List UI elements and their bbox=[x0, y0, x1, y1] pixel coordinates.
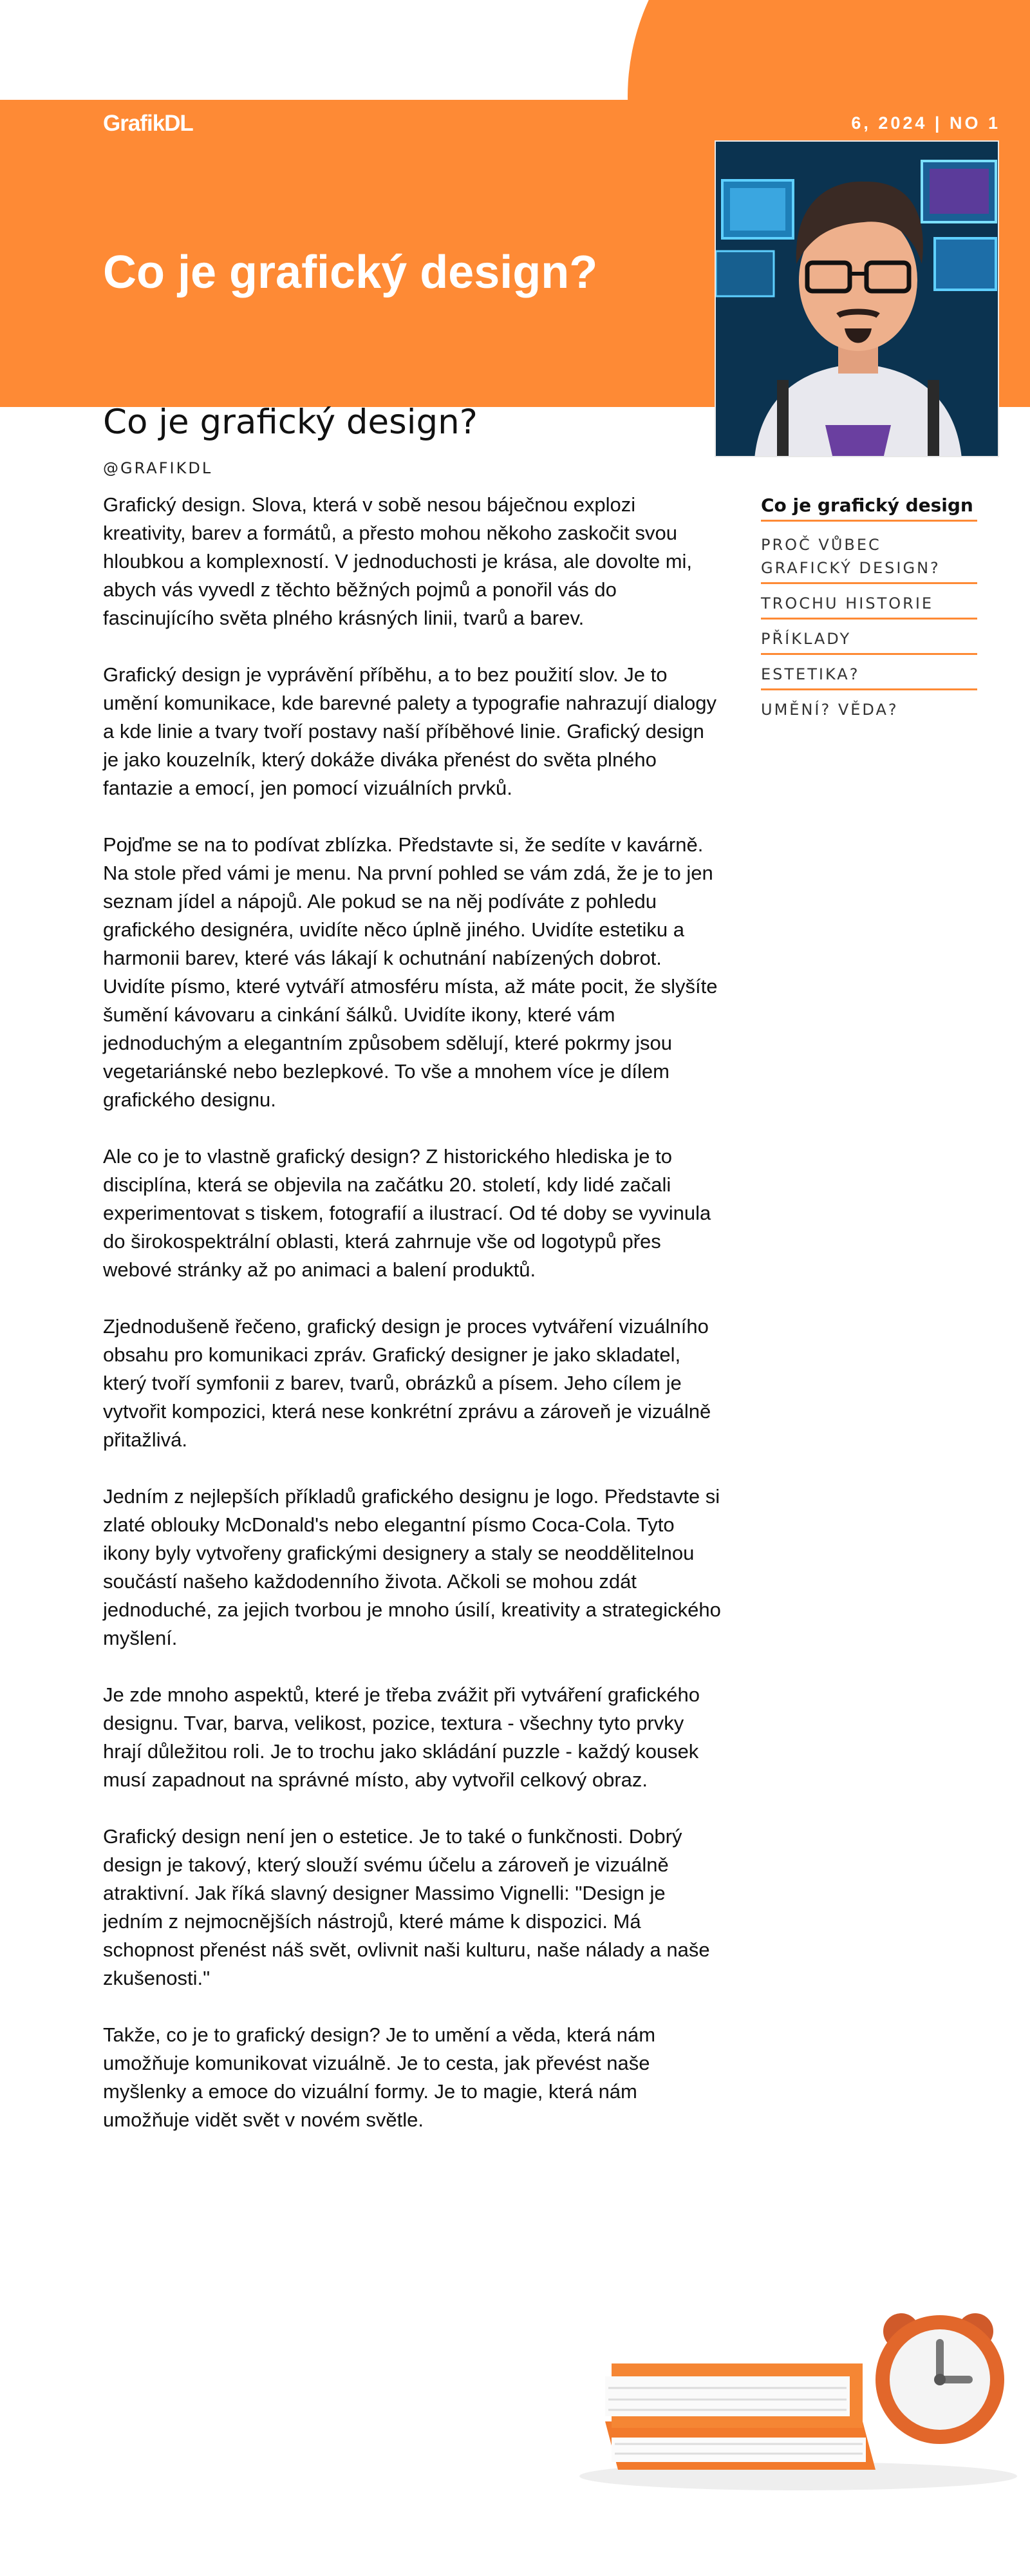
toc-item-art-science[interactable]: UMĚNÍ? VĚDA? bbox=[761, 701, 899, 719]
article-body bbox=[103, 491, 721, 2163]
hero-title: Co je grafický design? bbox=[103, 247, 598, 298]
article-paragraph: Takže, co je to grafický design? Je to umění a věda, která nám umožňuje komunikovat vizuálně. Je to cesta, jak převést naše myšlenky a emoce do vizuální formy. Je to magie, která nám umožňuje vidět svět v novém světle. bbox=[103, 2023, 656, 2131]
books-clock-illustration bbox=[560, 2273, 1024, 2492]
table-of-contents bbox=[761, 495, 977, 732]
toc-item-history[interactable]: TROCHU HISTORIE bbox=[761, 592, 977, 620]
portrait-illustration bbox=[716, 142, 999, 457]
article-paragraph: Je zde mnoho aspektů, které je třeba zvážit při vytváření grafického designu. Tvar, barva, velikost, pozice, textura - všechny tyto prvky hrají důležitou roli. Je to trochu jako skládání puzzle - každý kousek musí zapadnout na správné místo, aby vytvořil celkový obraz. bbox=[103, 1683, 700, 1791]
article-paragraph: Grafický design je vyprávění příběhu, a to bez použití slov. Je to umění komunikace, kde barevné palety a typografie nahrazují dialogy a kde linie a tvary tvoří postavy naší příběhové linie. Grafický design je jako kouzelník, který dokáže diváka přenést do světa plného fantazie a emocí, jen pomocí vizuálních prvků. bbox=[103, 663, 716, 799]
toc-title: Co je grafický design bbox=[761, 495, 977, 522]
article-paragraph: Zjednodušeně řečeno, grafický design je proces vytváření vizuálního obsahu pro komunikaci zpráv. Grafický designer je jako skladatel, který tvoří symfonii z barev, tvarů, obrázků a písem. Jeho cílem je vytvořit kompozici, která nese konkrétní zprávu a zároveň je vizuálně přitažlivá. bbox=[103, 1315, 711, 1451]
issue-label: 6, 2024 | NO 1 bbox=[851, 113, 1000, 133]
author-portrait-image bbox=[715, 140, 999, 457]
article-title: Co je grafický design? bbox=[103, 402, 478, 442]
article-paragraph: Grafický design. Slova, která v sobě nesou báječnou explozi kreativity, barev a formátů, a přesto mohou někoho zaskočit svou hloubkou a komplexností. V jednoduchosti je krása, ale dovolte mi, abych vás vyvedl z těchto běžných pojmů a ponořil vás do fascinujícího světa plného krásných linii, tvarů a barev. bbox=[103, 493, 693, 629]
article-paragraph: Pojďme se na to podívat zblízka. Představte si, že sedíte v kavárně. Na stole před vámi je menu. Na první pohled se vám zdá, že je to jen seznam jídel a nápojů. Ale pokud se na něj podíváte z pohledu grafického designéra, uvidíte něco úplně jiného. Uvidíte estetiku a harmonii barev, které vás lákají k ochutnání nabízených dobrot. Uvidíte písmo, které vytváří atmosféru místa, až máte pocit, že slyšíte šumění kávovaru a cinkání šálků. Uvidíte ikony, které vám jednoduchým a elegantním způsobem sdělují, které pokrmy jsou vegetariánské nebo bezlepkové. To vše a mnohem více je dílem grafického designu. bbox=[103, 833, 718, 1111]
article-paragraph: Jedním z nejlepších příkladů grafického designu je logo. Představte si zlaté oblouky McDonald's nebo elegantní písmo Coca-Cola. Tyto ikony byly vytvořeny grafickými designery a staly se neoddělitelnou součástí našeho každodenního života. Ačkoli se mohou zdát jednoduché, za jejich tvorbou je mnoho úsilí, kreativity a strategického myšlení. bbox=[103, 1485, 721, 1649]
author-handle[interactable]: @GRAFIKDL bbox=[103, 459, 213, 477]
article-paragraph: Grafický design není jen o estetice. Je to také o funkčnosti. Dobrý design je takový, který slouží svému účelu a zároveň je vizuálně atraktivní. Jak říká slavný designer Massimo Vignelli: "Design je jedním z nejmocnějších nástrojů, které máme k dispozici. Má schopnost přenést náš svět, ovlivnit naši kulturu, naše nálady a naše zkušenosti." bbox=[103, 1825, 710, 1989]
toc-item-why-graphic-design[interactable]: PROČ VŮBEC GRAFICKÝ DESIGN? bbox=[761, 533, 977, 584]
toc-item-aesthetics[interactable]: ESTETIKA? bbox=[761, 663, 977, 690]
brand-logo[interactable]: GrafikDL bbox=[103, 111, 193, 136]
toc-item-examples[interactable]: PŘÍKLADY bbox=[761, 627, 977, 655]
article-paragraph: Ale co je to vlastně grafický design? Z historického hlediska je to disciplína, která se objevila na začátku 20. století, kdy lidé začali experimentovat s tiskem, fotografií a ilustrací. Od té doby se vyvinula do širokospektrální oblasti, která zahrnuje vše od logotypů přes webové stránky až po animaci a balení produktů. bbox=[103, 1145, 711, 1281]
books-clock-image bbox=[560, 2273, 1024, 2492]
